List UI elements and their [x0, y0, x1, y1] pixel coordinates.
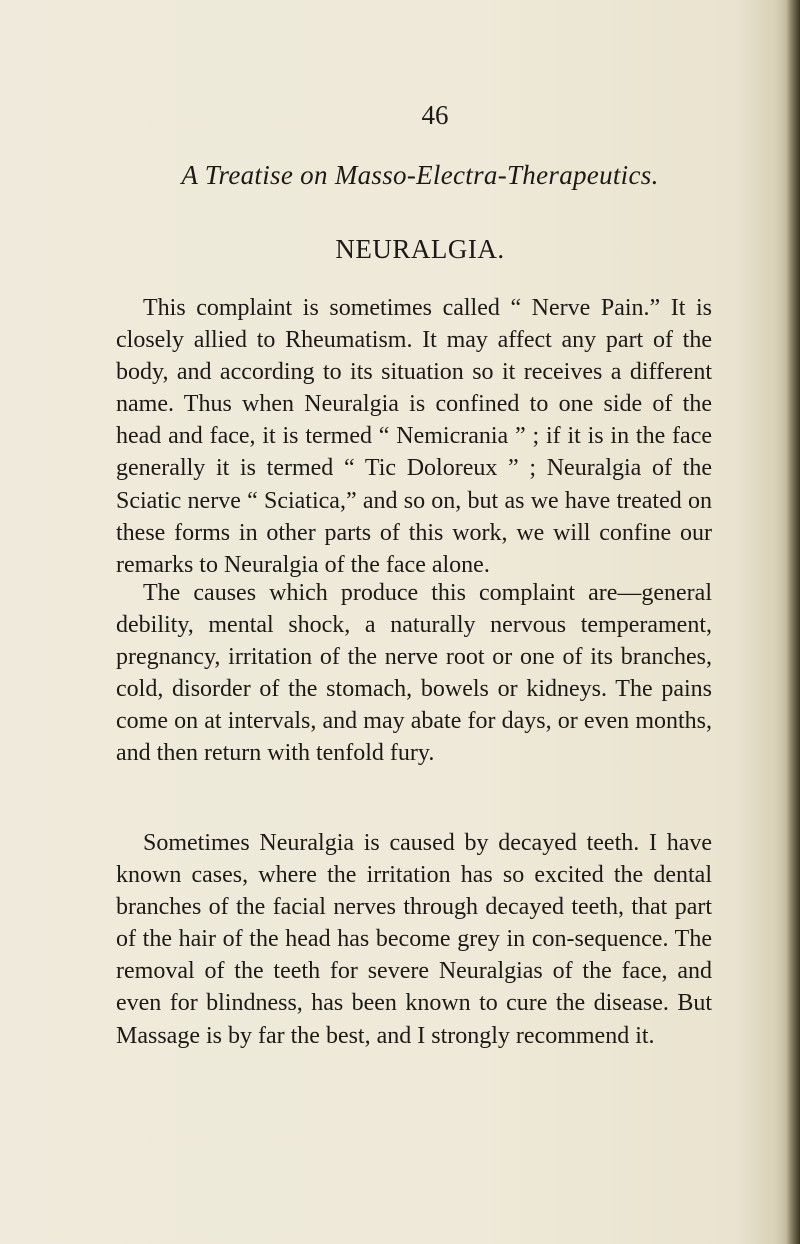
body-paragraph: This complaint is sometimes called “ Nerve Pain.” It is closely allied to Rheumatism. It may affect any part of the body, and according to its situation so it receives a different name. Thus when Neuralgia is confined to one side of the head and face, it is termed “ Nemicrania ” ; if it is in the face generally it is termed “ Tic Doloreux ” ; Neuralgia of the Sciatic nerve “ Sciatica,” and so on, but as we have treated on these forms in other parts of this work, we will confine our remarks to Neuralgia of the face alone.: [116, 295, 712, 578]
running-title: A Treatise on Masso-Electra-Therapeutics.: [181, 160, 659, 190]
chapter-heading: NEURALGIA.: [335, 234, 505, 264]
page-number: 46: [421, 100, 449, 130]
body-paragraph: Sometimes Neuralgia is caused by decayed teeth. I have known cases, where the irritation has so excited the dental branches of the facial nerves through decayed teeth, that part of the hair of the head has become grey in con-sequence. The removal of the teeth for severe Neuralgias of the face, and even for blindness, has been known to cure the disease. But Massage is by far the best, and I strongly recommend it.: [116, 830, 712, 1049]
body-paragraph: The causes which produce this complaint are—general debility, mental shock, a naturally nervous temperament, pregnancy, irritation of the nerve root or one of its branches, cold, disorder of the stomach, bowels or kidneys. The pains come on at intervals, and may abate for days, or even months, and then return with tenfold fury.: [116, 580, 712, 767]
